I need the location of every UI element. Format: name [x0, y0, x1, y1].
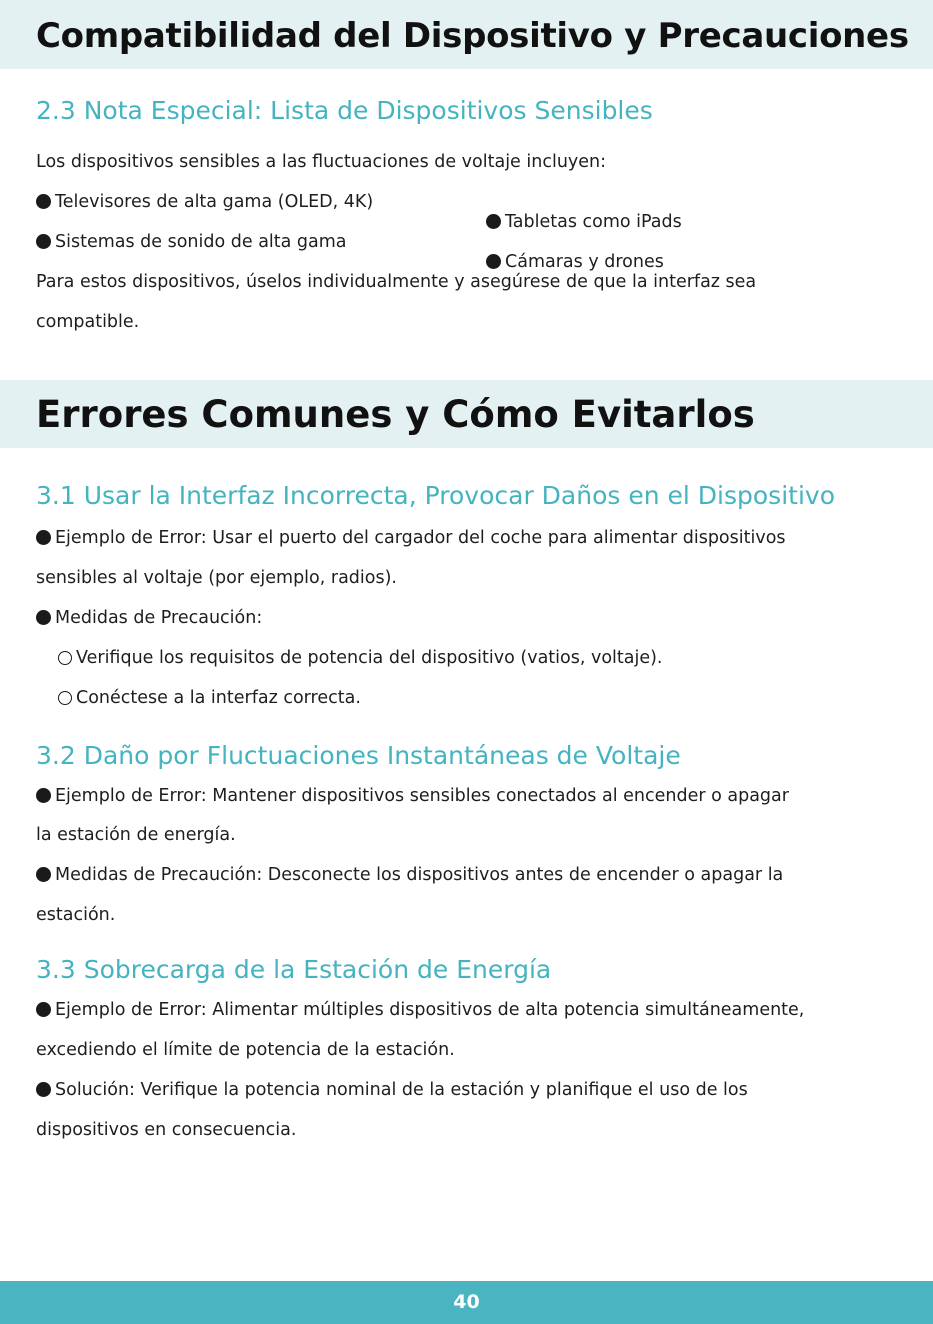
bullet-icon — [36, 788, 51, 803]
bullet-icon — [486, 214, 501, 229]
list-item: Cámaras y drones — [486, 254, 664, 272]
list-item: Televisores de alta gama (OLED, 4K) — [36, 194, 373, 212]
list-item-continued: excediendo el límite de potencia de la estación. — [36, 1040, 455, 1060]
bullet-icon — [36, 530, 51, 545]
list-item: Medidas de Precaución: — [36, 610, 262, 628]
bullet-icon — [36, 234, 51, 249]
intro-text: Los dispositivos sensibles a las fluctuaciones de voltaje incluyen: — [36, 152, 607, 172]
list-item: Tabletas como iPads — [486, 214, 682, 232]
note-text-continued: compatible. — [36, 312, 140, 332]
bullet-icon — [36, 1002, 51, 1017]
bullet-icon — [36, 1082, 51, 1097]
list-item-continued: estación. — [36, 905, 116, 925]
subheading-2-3: 2.3 Nota Especial: Lista de Dispositivos Sensibles — [36, 96, 653, 125]
sub-list-item: Conéctese a la interfaz correcta. — [58, 690, 361, 708]
circle-bullet-icon — [58, 691, 72, 705]
section-title-errors: Errores Comunes y Cómo Evitarlos — [36, 393, 755, 436]
list-item-continued: sensibles al voltaje (por ejemplo, radios). — [36, 568, 397, 588]
bullet-icon — [486, 254, 501, 269]
page-number: 40 — [453, 1291, 480, 1313]
circle-bullet-icon — [58, 651, 72, 665]
sub-list-item: Verifique los requisitos de potencia del dispositivo (vatios, voltaje). — [58, 650, 663, 668]
page-footer — [0, 1281, 933, 1324]
bullet-icon — [36, 610, 51, 625]
list-item-continued: la estación de energía. — [36, 825, 236, 845]
note-text: Para estos dispositivos, úselos individualmente y asegúrese de que la interfaz sea — [36, 272, 757, 292]
bullet-icon — [36, 194, 51, 209]
list-item-continued: dispositivos en consecuencia. — [36, 1120, 297, 1140]
subheading-3-2: 3.2 Daño por Fluctuaciones Instantáneas de Voltaje — [36, 741, 681, 770]
list-item: Ejemplo de Error: Alimentar múltiples dispositivos de alta potencia simultáneamente, — [36, 1002, 804, 1020]
list-item: Ejemplo de Error: Usar el puerto del cargador del coche para alimentar dispositivos — [36, 530, 786, 548]
section-title-compatibility: Compatibilidad del Dispositivo y Precauciones — [36, 16, 909, 56]
list-item: Solución: Verifique la potencia nominal de la estación y planifique el uso de los — [36, 1082, 748, 1100]
list-item: Ejemplo de Error: Mantener dispositivos sensibles conectados al encender o apagar — [36, 788, 789, 806]
section-header-band — [0, 0, 933, 69]
section-header-band — [0, 380, 933, 448]
list-item: Sistemas de sonido de alta gama — [36, 234, 347, 252]
bullet-icon — [36, 867, 51, 882]
list-item: Medidas de Precaución: Desconecte los dispositivos antes de encender o apagar la — [36, 867, 783, 885]
subheading-3-1: 3.1 Usar la Interfaz Incorrecta, Provocar Daños en el Dispositivo — [36, 481, 835, 510]
subheading-3-3: 3.3 Sobrecarga de la Estación de Energía — [36, 955, 552, 984]
